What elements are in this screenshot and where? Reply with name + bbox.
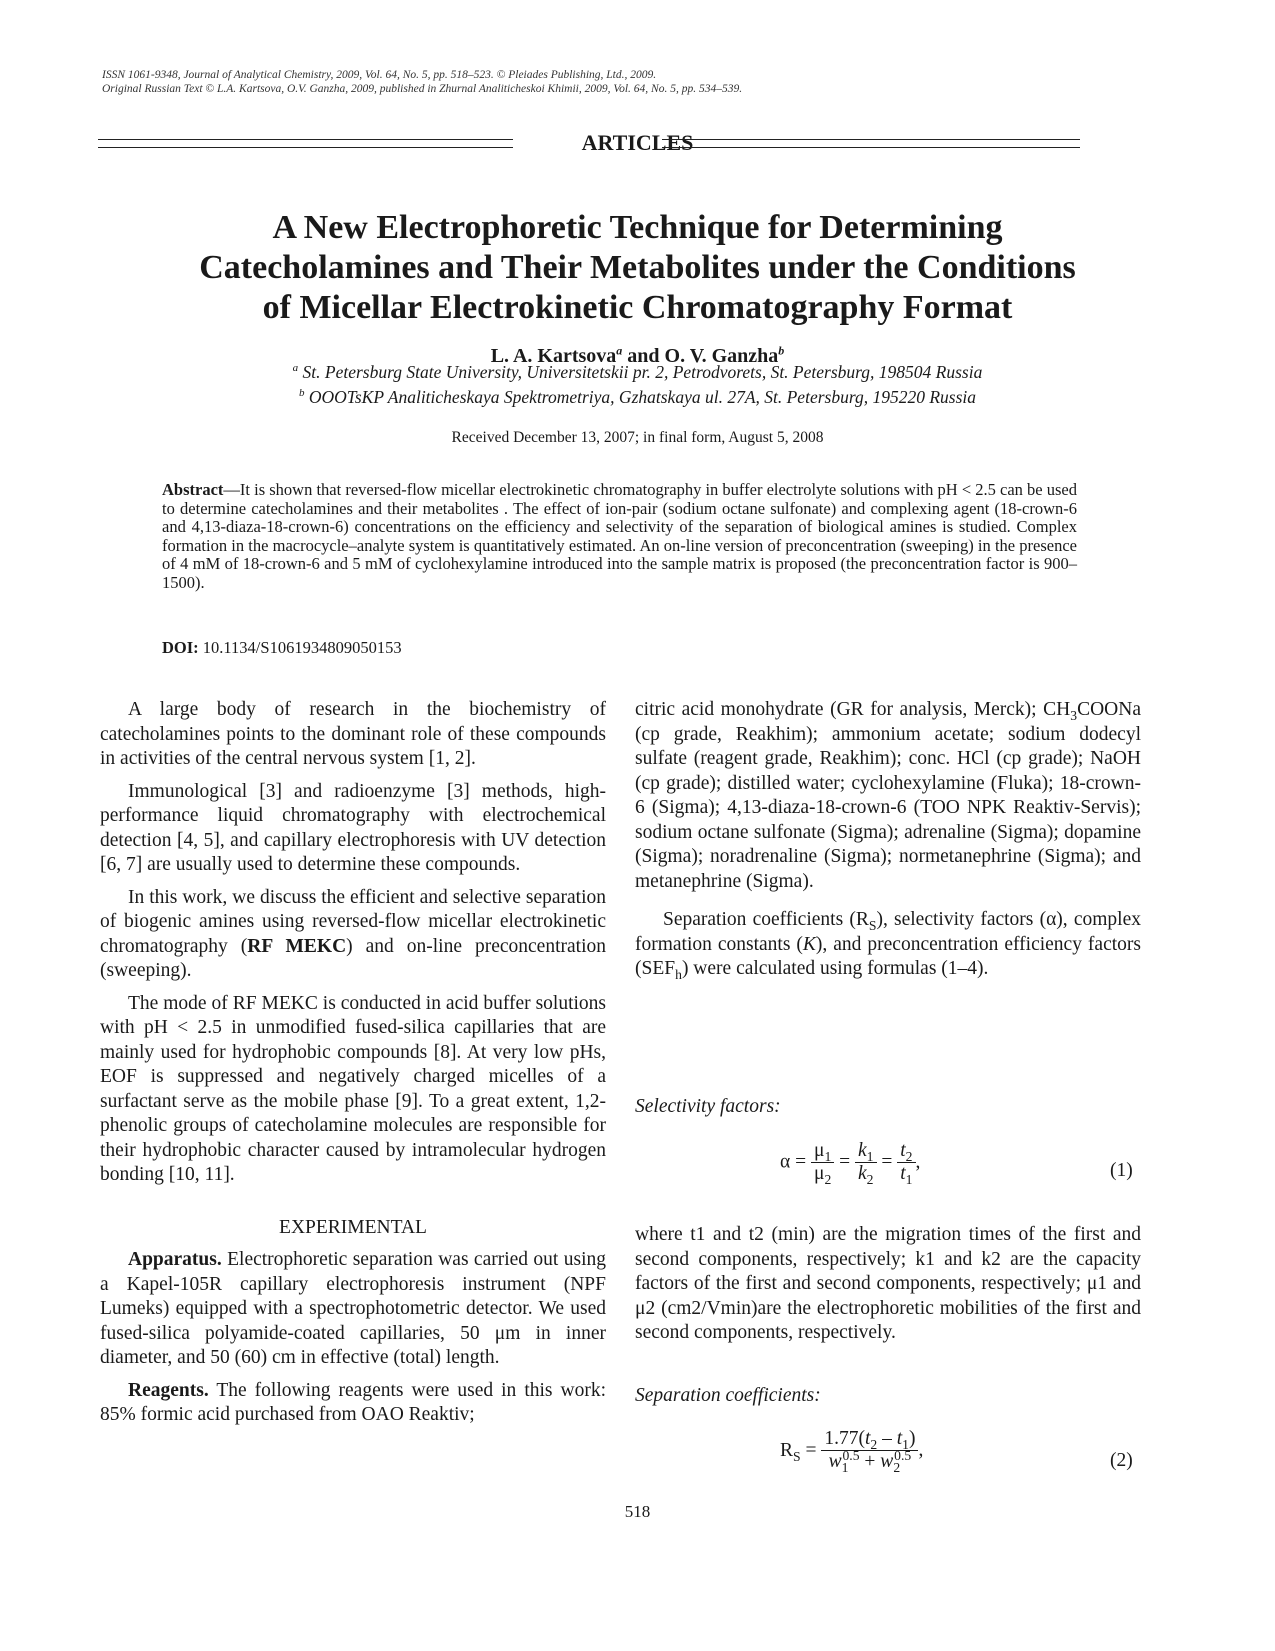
author-affil-mark: a [616,343,623,358]
equation-number: (1) [1110,1160,1133,1181]
paragraph [100,1379,606,1428]
left-column [100,698,606,1436]
where-paragraph: where t1 and t2 (min) are the migration times of the first and second components, respectively; k1 and k2 are the capacity factors of the first and second components, respectively; μ1 and μ2 (cm2/Vmin)are the electrophoretic mobilities of the first and second components, respectively. [635,1224,1141,1343]
doi [162,638,402,658]
text-run: ) and on-line preconcentration (sweeping). [100,935,606,981]
subheading-selectivity: Selectivity factors: [635,1096,781,1117]
section-heading: EXPERIMENTAL [279,1216,427,1238]
text-run: ) were calculated using formulas (1–4). [681,958,989,979]
title-line: of Micellar Electrokinetic Chromatography Format [262,289,1013,326]
paper-title [60,208,1215,328]
doi-label: DOI: [162,638,199,657]
author-name: O. V. Ganzha [664,345,779,367]
paragraph: The mode of RF MEKC is conducted in acid buffer solutions with pH < 2.5 in unmodified fused-silica capillaries that are mainly used for hydrophobic compounds [8]. At very low pHs, EOF is suppressed and negatively charged micelles of a surfactant serve as the mobile phase [9]. To a great extent, 1,2-phenolic groups of catecholamine molecules are responsible for their hydrophobic character caused by intramolecular hydrogen bonding [10, 11]. [100,992,606,1185]
run-in-heading: Apparatus. [128,1249,222,1270]
text-run: In this work, we discuss the efficient and selective separation of biogenic amines using reversed-flow micellar electrokinetic chromatography ( [100,886,606,957]
affiliation-mark: a [292,362,299,375]
subscript: h [675,966,682,982]
right-double-rule [662,139,1080,148]
author-separator: and [622,345,665,367]
received-date: Received December 13, 2007; in final form, August 5, 2008 [451,429,824,446]
paragraph [100,1248,606,1371]
paragraph [635,1223,1141,1354]
right-column [635,698,1141,990]
abstract-label: Abstract [162,480,224,499]
affiliation-a [0,362,1275,383]
equation-2: $R_S$ = $\frac{1.77(t_2 - t_1)}{w_1^{0.5} + w_2^{0.5}}$ , [780,1428,924,1475]
affiliation-text: OOOTsKP Analiticheskaya Spektrometriya, Gzhatskaya ul. 27A, St. Petersburg, 195220 Russia [304,387,977,407]
text-run: citric acid monohydrate (GR for analysis, Merck); CH [635,699,1071,720]
paragraph [100,886,606,984]
subheading-separation: Separation coefficients: [635,1385,821,1406]
abstract-text: —It is shown that reversed-flow micellar electrokinetic chromatography in buffer electrolyte solutions with pH < 2.5 can be used to determine catecholamines and their metabolites . The effect of ion-pair (sodium octane sulfonate) and complexing agent (18-crown-6 and 4,13-diaza-18-crown-6) concentrations on the efficiency and selectivity of the separation of biological amines is studied. Complex formation in the macrocycle–analyte system is quantitatively estimated. An on-line version of preconcentration (sweeping) in the presence of 4 mM of 18-crown-6 and 5 mM of cyclohexylamine introduced into the sample matrix is proposed (the preconcentration factor is 900–1500). [162,480,1077,592]
text-run: COONa (cp grade, Reakhim); ammonium acetate; sodium dodecyl sulfate (reagent grade, Reakhim); conc. HCl (cp grade); NaOH (cp grade); distilled water; cyclohexylamine (Fluka); 18-crown-6 (Sigma); 4,13-diaza-18-crown-6 (TOO NPK Reaktiv-Servis); sodium octane sulfonate (Sigma); adrenaline (Sigma); dopamine (Sigma); noradrenaline (Sigma); normetanephrine (Sigma); and metanephrine (Sigma). [635,699,1141,892]
equation-number: (2) [1110,1450,1133,1471]
page-number: 518 [624,1502,651,1521]
paragraph [635,698,1141,894]
title-line: Catecholamines and Their Metabolites under the Conditions [199,249,1076,286]
author-affil-mark: b [778,343,785,358]
text-run: Separation coefficients (R [663,909,869,930]
paragraph: A large body of research in the biochemistry of catecholamines points to the dominant role of these compounds in activities of the central nervous system [1, 2]. [100,699,606,769]
text-run: ), selectivity factors (α), complex formation constants ( [635,909,1141,955]
journal-header-line1: ISSN 1061-9348, Journal of Analytical Chemistry, 2009, Vol. 64, No. 5, pp. 518–523. © Pleiades Publishing, Ltd., 2009. [102,69,657,81]
affiliation-b [0,387,1275,408]
journal-header-line2: Original Russian Text © L.A. Kartsova, O.V. Ganzha, 2009, published in Zhurnal Analiticheskoi Khimii, 2009, Vol. 64, No. 5, pp. 534–539. [102,83,743,95]
run-in-heading: Reagents. [128,1379,209,1401]
subscript: S [868,917,877,933]
author-name: L. A. Kartsova [490,345,617,367]
paragraph [635,908,1141,982]
paragraph: Immunological [3] and radioenzyme [3] methods, high-performance liquid chromatography with electrochemical detection [4, 5], and capillary electrophoresis with UV detection [6, 7] are usually used to determine these compounds. [100,780,606,875]
journal-header [102,68,742,96]
text-run-italic: K [802,933,816,955]
text-run-bold: RF MEKC [247,935,347,957]
text-run: Electrophoretic separation was carried out using a Kapel-105R capillary electrophoresis instrument (NPF Lumeks) equipped with a spectrophotometric detector. We used fused-silica polyamide-coated capillaries, 50 μm in inner diameter, and 50 (60) cm in effective (total) length. [100,1249,606,1368]
affiliation-mark: b [298,387,305,400]
equation-1: α = $\frac{\mu_1}{\mu_2}$ = $\frac{k_1}{k_2}$ = $\frac{t_2}{t_1}$ , [780,1140,921,1187]
text-run: The following reagents were used in this work: 85% formic acid purchased from OAO Reaktiv; [100,1379,606,1425]
title-line: A New Electrophoretic Technique for Determining [272,209,1003,246]
doi-value: 10.1134/S1061934809050153 [198,638,402,657]
abstract [162,481,1077,592]
subscript: 3 [1070,707,1078,723]
section-tag: ARTICLES [581,130,694,155]
affiliation-text: St. Petersburg State University, Universitetskii pr. 2, Petrodvorets, St. Petersburg, 198504 Russia [298,362,983,382]
text-run: ), and preconcentration efficiency factors (SEF [635,933,1141,979]
